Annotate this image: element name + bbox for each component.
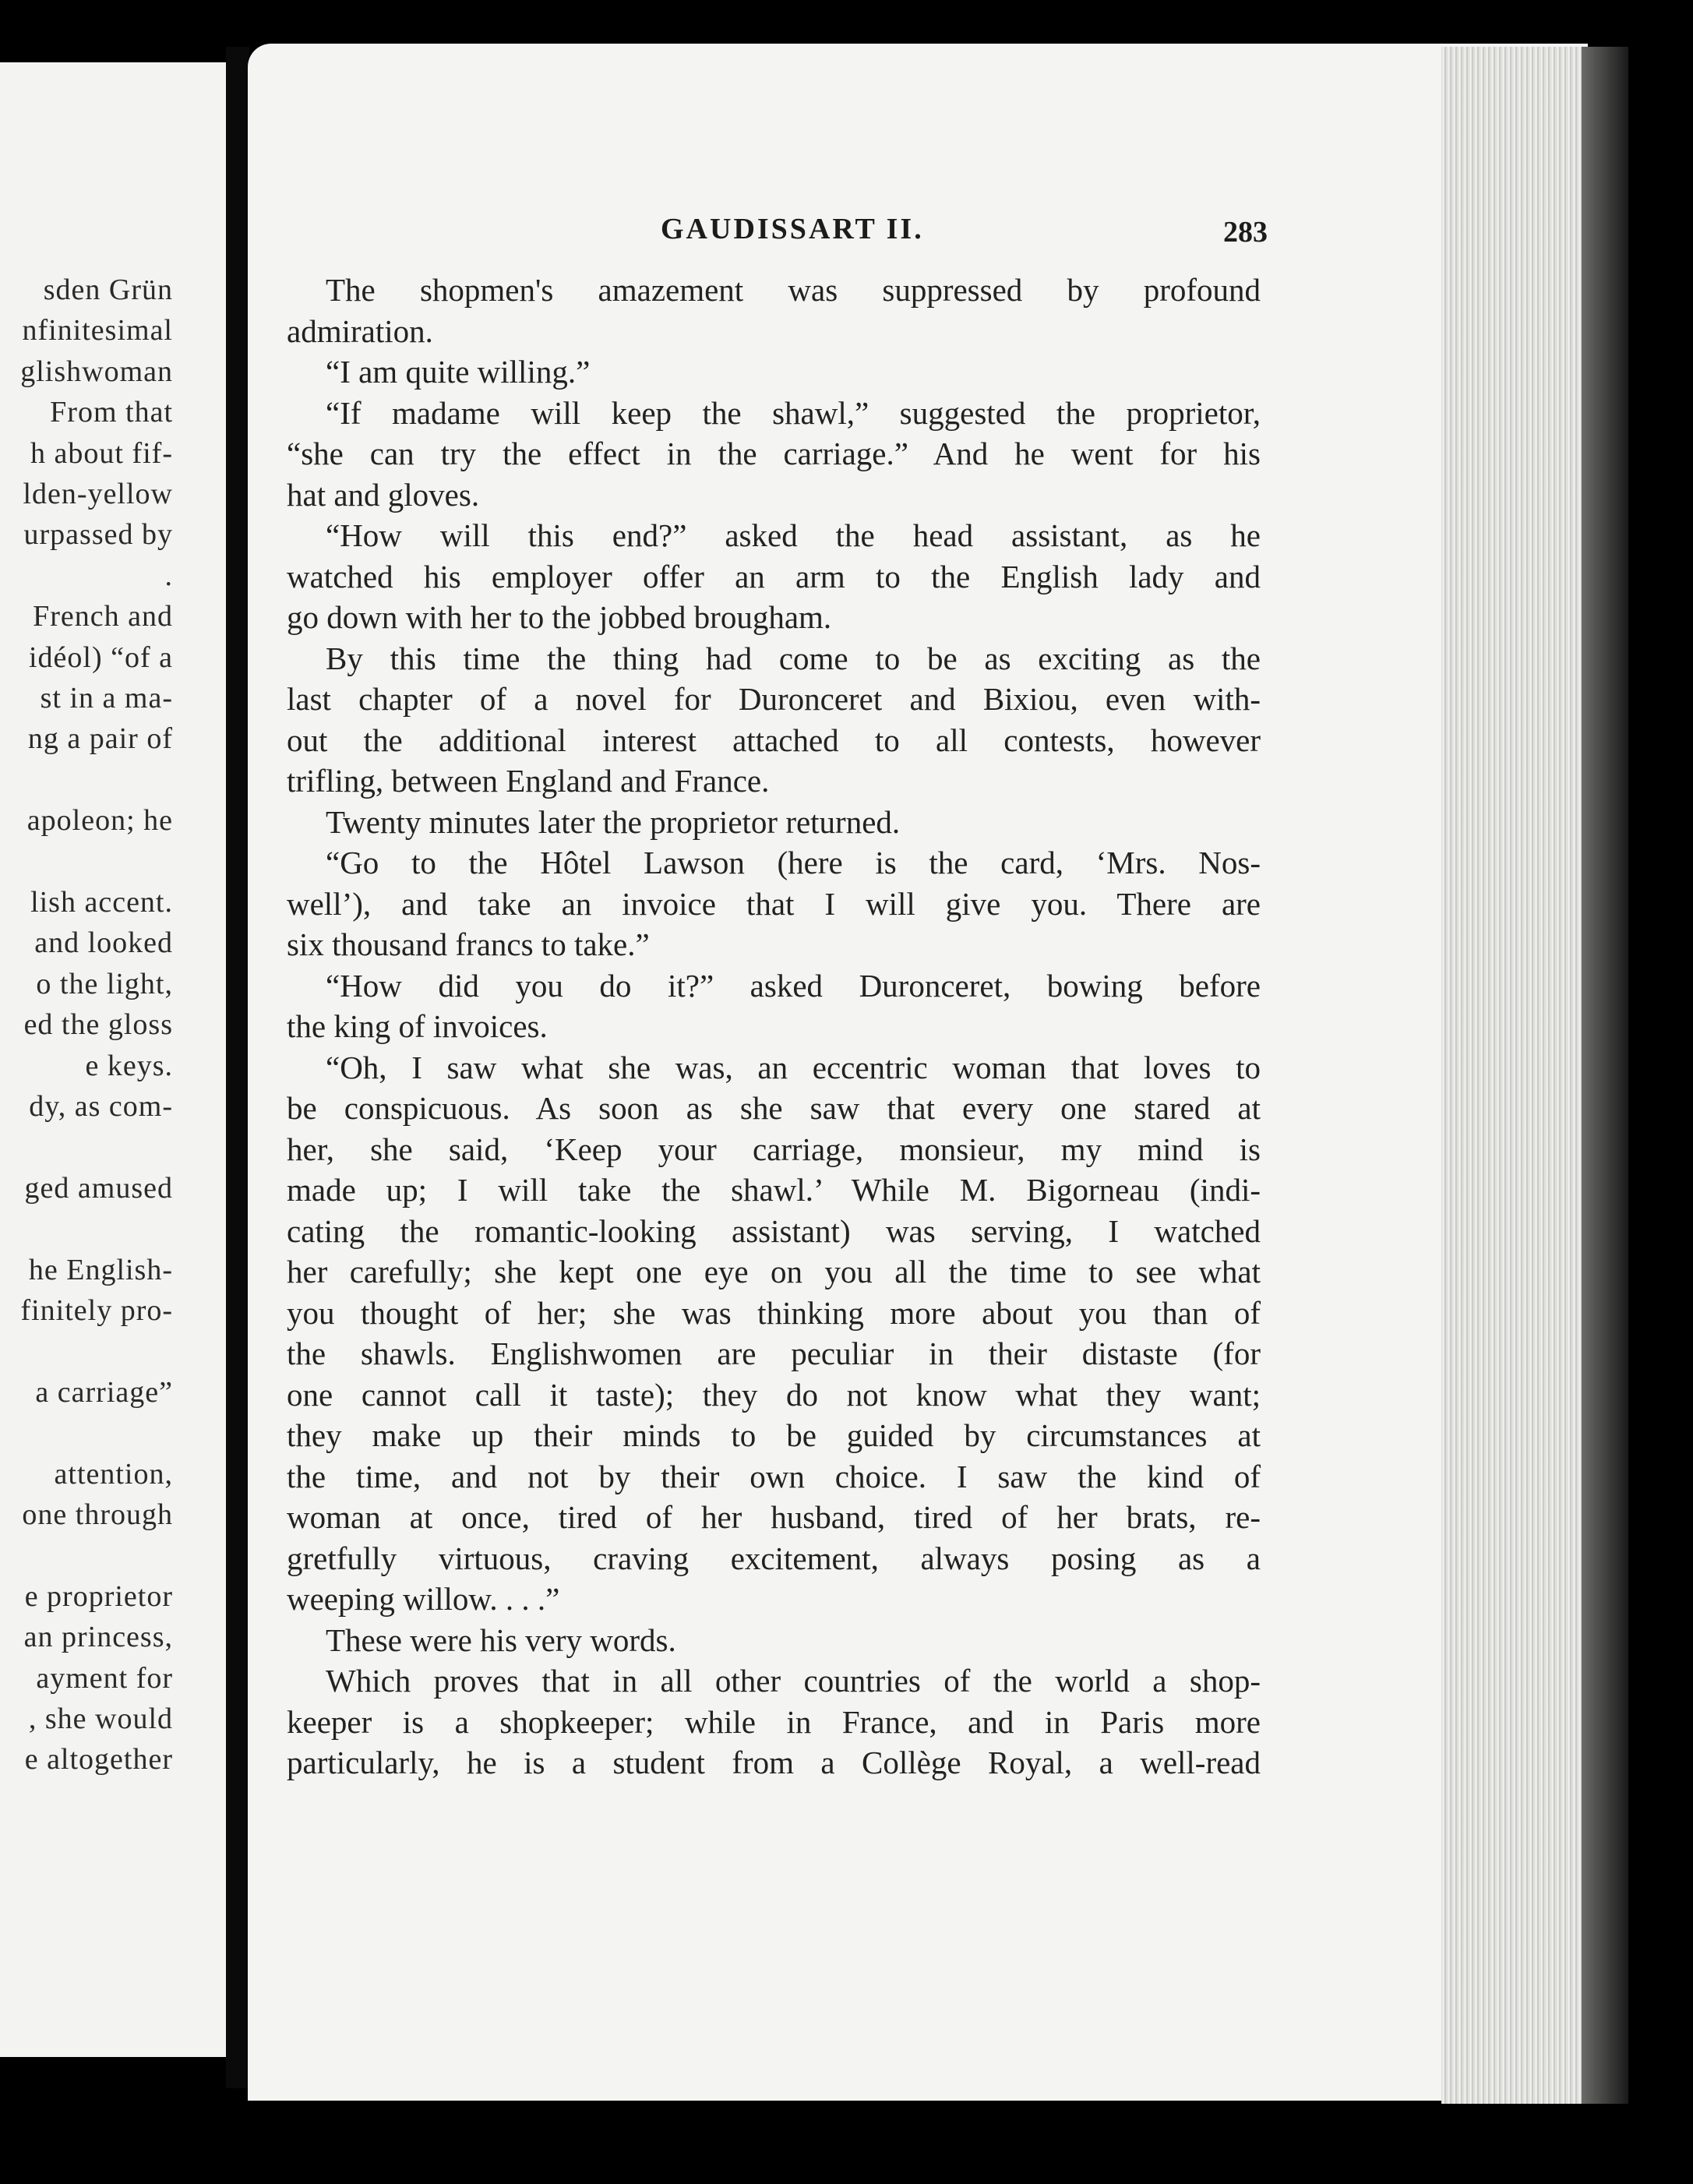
left-page-line: dy, as com- <box>29 1090 173 1123</box>
text-line: you thought of her; she was thinking more about you than of <box>287 1294 1261 1331</box>
text-line: keeper is a shopkeeper; while in France, and in Paris more <box>287 1703 1261 1740</box>
left-page-line: , she would <box>28 1702 173 1735</box>
left-page-line: glishwoman <box>20 355 173 388</box>
left-page <box>0 62 226 2057</box>
text-line: cating the romantic-looking assistant) was serving, I watched <box>287 1212 1261 1249</box>
left-page-line: From that <box>50 396 173 429</box>
page-number: 283 <box>1223 216 1268 249</box>
left-page-line: nfinitesimal <box>22 314 173 348</box>
text-line: the king of invoices. <box>287 1008 548 1044</box>
left-page-line: apoleon; he <box>26 804 173 838</box>
left-page-line: an princess, <box>23 1621 173 1654</box>
left-page-line: lish accent. <box>30 886 173 919</box>
left-page-line: st in a ma- <box>40 682 173 714</box>
tab-mark <box>1648 95 1666 113</box>
text-line: her carefully; she kept one eye on you all the time to see what <box>287 1254 1261 1290</box>
page-header <box>248 212 1588 259</box>
left-page-line: e keys. <box>85 1049 173 1082</box>
text-line: hat and gloves. <box>287 476 480 513</box>
text-line: “How did you do it?” asked Duronceret, bowing before <box>326 967 1261 1004</box>
text-line: woman at once, tired of her husband, tired of her brats, re- <box>287 1499 1261 1535</box>
text-line: These were his very words. <box>326 1621 676 1658</box>
text-line: watched his employer offer an arm to the English lady and <box>287 558 1261 595</box>
running-head: GAUDISSART II. <box>661 213 924 245</box>
text-line: the time, and not by their own choice. I saw the kind of <box>287 1458 1261 1494</box>
text-line: “If madame will keep the shawl,” suggested the proprietor, <box>326 394 1261 431</box>
text-line: admiration. <box>287 312 433 349</box>
text-line: one cannot call it taste); they do not know what they want; <box>287 1376 1261 1413</box>
left-page-line: urpassed by <box>23 518 173 552</box>
right-page <box>248 44 1588 2101</box>
left-page-line: one through <box>22 1498 173 1531</box>
text-line: particularly, he is a student from a Collège Royal, a well-read <box>287 1745 1261 1780</box>
text-line: the shawls. Englishwomen are peculiar in their distaste (for <box>287 1335 1261 1371</box>
book-gutter <box>226 47 249 2088</box>
left-page-line: ayment for <box>36 1661 173 1695</box>
left-page-line: e proprietor <box>24 1579 173 1613</box>
left-page-line: ed the gloss <box>23 1008 173 1042</box>
tab-mark <box>1646 422 1664 440</box>
text-line: well’), and take an invoice that I will give you. There are <box>287 885 1261 922</box>
text-line: six thousand francs to take.” <box>287 926 650 962</box>
left-page-line: lden-yellow <box>23 478 173 510</box>
left-page-line: o the light, <box>36 967 173 1000</box>
text-line: The shopmen's amazement was suppressed by profound <box>326 272 1261 308</box>
text-line: made up; I will take the shawl.’ While M. Bigorneau (indi- <box>287 1172 1261 1208</box>
left-page-line: finitely pro- <box>20 1294 173 1327</box>
text-line: “Oh, I saw what she was, an eccentric woman that loves to <box>326 1049 1261 1085</box>
page-edges <box>1441 47 1589 2104</box>
text-line: be conspicuous. As soon as she saw that every one stared at <box>287 1090 1261 1126</box>
text-line: Which proves that in all other countries of the world a shop- <box>326 1663 1261 1699</box>
left-page-line: sden Grün <box>43 273 173 306</box>
text-line: “I am quite willing.” <box>326 354 591 390</box>
left-page-line: . <box>164 559 173 592</box>
left-page-line: e altogether <box>24 1743 173 1776</box>
text-line: her, she said, ‘Keep your carriage, monsieur, my mind is <box>287 1131 1261 1167</box>
text-line: they make up their minds to be guided by circumstances at <box>287 1417 1261 1453</box>
left-page-line: a carriage” <box>35 1375 173 1409</box>
left-page-line: attention, <box>54 1457 173 1491</box>
left-page-line: idéol) “of a <box>28 640 173 674</box>
text-line: “Go to the Hôtel Lawson (here is the card, ‘Mrs. Nos- <box>326 845 1261 880</box>
text-line: Twenty minutes later the proprietor returned. <box>326 803 901 840</box>
body-text <box>287 270 1261 1784</box>
text-line: gretfully virtuous, craving excitement, always posing as a <box>287 1540 1261 1576</box>
text-line: “How will this end?” asked the head assistant, as he <box>326 517 1261 553</box>
page-edge-shadow <box>1582 47 1628 2104</box>
left-page-line: ng a pair of <box>27 722 173 756</box>
text-line: last chapter of a novel for Duronceret and Bixiou, even with- <box>287 681 1261 717</box>
left-page-line: and looked <box>34 926 173 960</box>
left-page-line: he English- <box>28 1253 173 1286</box>
text-line: By this time the thing had come to be as exciting as the <box>326 640 1261 676</box>
text-line: weeping willow. . . .” <box>287 1581 560 1617</box>
left-page-line: French and <box>33 600 173 633</box>
text-line: “she can try the effect in the carriage.” And he went for his <box>287 436 1261 471</box>
left-page-line: h about fif- <box>30 436 173 470</box>
text-line: go down with her to the jobbed brougham. <box>287 599 832 635</box>
text-line: out the additional interest attached to all contests, however <box>287 722 1261 758</box>
text-line: trifling, between England and France. <box>287 763 770 799</box>
left-page-line: ged amused <box>24 1171 173 1205</box>
